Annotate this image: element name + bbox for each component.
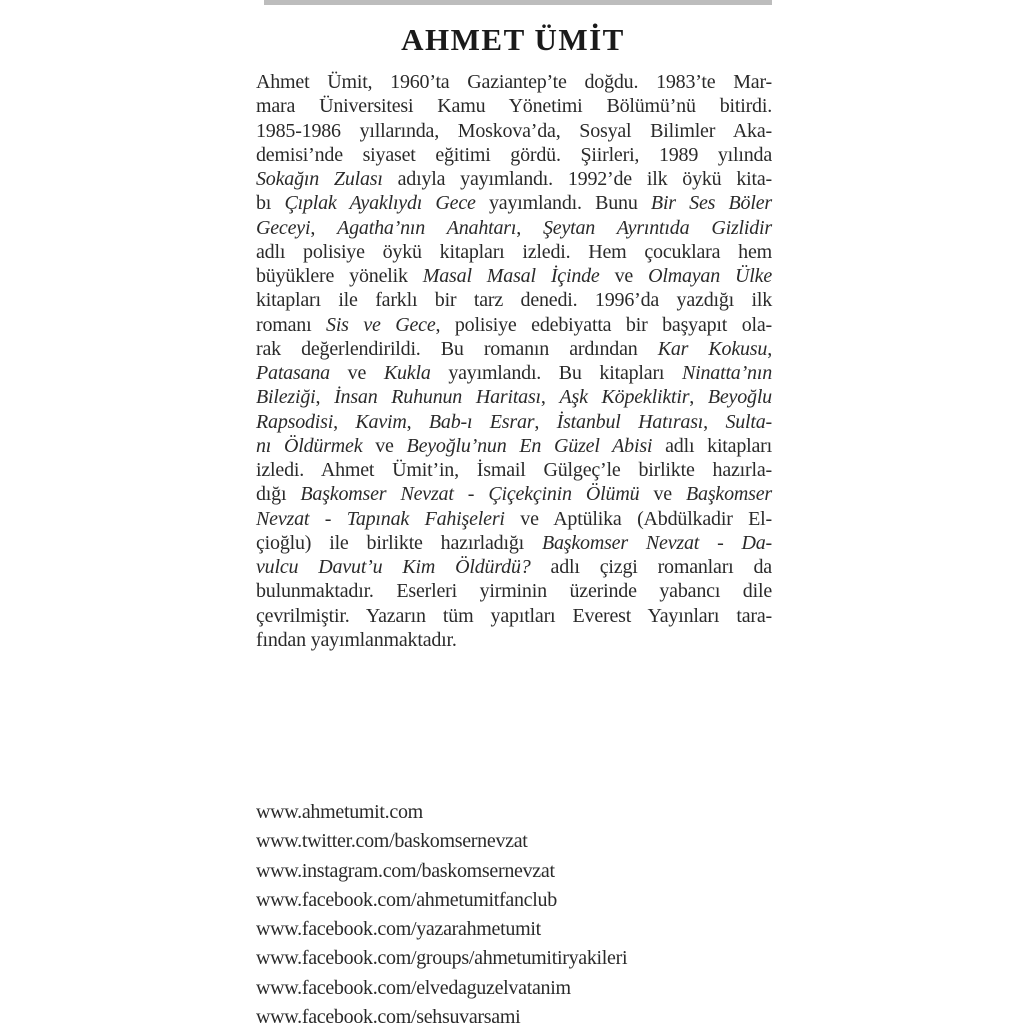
bio-line — [256, 385, 772, 409]
web-link[interactable]: www.facebook.com/elvedaguzelvatanim — [256, 976, 571, 999]
web-link[interactable]: www.twitter.com/baskomsernevzat — [256, 830, 528, 853]
book-title: Sulta- — [725, 410, 773, 433]
bio-text: bulunmaktadır. Eserleri yirminin üzerinde yabancı dile — [256, 580, 772, 603]
bio-line — [256, 337, 772, 361]
bio-text: , polisiye edebiyatta bir başyapıt ola- — [435, 313, 772, 336]
bio-text: adıyla yayımlandı. 1992’de ilk öykü kita- — [382, 168, 773, 190]
bio-text: , — [534, 410, 557, 433]
bio-text: adlı çizgi romanları da — [530, 556, 772, 578]
book-title: Kukla — [383, 362, 431, 384]
book-title: Kar Kokusu — [657, 337, 768, 360]
bio-line — [256, 167, 772, 191]
book-title: Masal Masal İçinde — [422, 265, 600, 287]
bio-text: , — [703, 410, 726, 433]
bio-text: , — [689, 386, 708, 409]
bio-text: , — [540, 386, 560, 409]
bio-text: kitapları ile farklı bir tarz denedi. 1996’da yazdığı ilk — [256, 289, 772, 312]
bio-line — [256, 434, 772, 458]
bio-line — [256, 70, 772, 94]
bio-text: rak değerlendirildi. Bu romanın ardından — [256, 337, 658, 360]
book-title: Patasana — [256, 362, 330, 384]
bio-text: romanı — [256, 313, 327, 336]
book-title: Sokağın Zulası — [256, 168, 383, 190]
bio-text: , — [406, 410, 429, 433]
bio-line — [256, 531, 772, 555]
author-heading: AHMET ÜMİT — [401, 22, 625, 57]
bio-text: , — [516, 216, 543, 239]
bio-line — [256, 143, 772, 167]
book-title: Başkomser Nevzat - Da- — [541, 531, 773, 554]
bio-line — [256, 288, 772, 312]
book-title: Bir Ses Böler — [650, 192, 772, 215]
book-title: Başkomser Nevzat - Çiçekçinin Ölümü — [300, 483, 640, 506]
bio-text: adlı kitapları — [652, 434, 772, 457]
bio-line — [256, 191, 772, 215]
bio-line — [256, 482, 772, 506]
bio-text: ve — [329, 362, 384, 384]
bio-text: , — [333, 410, 356, 433]
bio-line — [256, 458, 772, 482]
web-link[interactable]: www.instagram.com/baskomsernevzat — [256, 859, 555, 882]
bio-line — [256, 94, 772, 118]
book-title: Kavim — [355, 410, 407, 433]
book-title: Nevzat - Tapınak Fahişeleri — [256, 507, 505, 530]
bio-text: yayımlandı. Bu kitapları — [430, 362, 682, 384]
bio-text: ve — [639, 483, 687, 506]
bio-text: çevrilmiştir. Yazarın tüm yapıtları Everest Yayınları tara- — [256, 604, 772, 627]
bio-text: Ahmet Ümit, 1960’ta Gaziantep’te doğdu. 1983’te Mar- — [256, 71, 772, 93]
bio-line — [256, 507, 772, 531]
book-title: Agatha’nın Anahtarı — [337, 216, 517, 239]
book-title: İnsan Ruhunun Haritası — [334, 386, 541, 409]
book-title: Şeytan Ayrıntıda Gizlidir — [543, 216, 772, 239]
bio-text: adlı polisiye öykü kitapları izledi. Hem çocuklara hem — [256, 240, 772, 263]
bio-text: bı — [256, 192, 285, 215]
bio-line — [256, 216, 772, 240]
book-title: Aşk Köpekliktir — [559, 386, 690, 409]
web-link[interactable]: www.facebook.com/groups/ahmetumitiryakileri — [256, 947, 628, 970]
bio-text: , — [310, 216, 338, 239]
book-title: Rapsodisi — [256, 410, 334, 433]
book-title: Olmayan Ülke — [648, 265, 772, 287]
bio-text: büyüklere yönelik — [256, 265, 423, 287]
author-biography — [256, 70, 772, 652]
bio-line — [256, 361, 772, 385]
book-title: İstanbul Hatırası — [556, 410, 704, 433]
book-title: Çıplak Ayaklıydı Gece — [284, 192, 476, 215]
web-links-list — [256, 798, 772, 1024]
bio-text: yayımlandı. Bunu — [475, 192, 651, 215]
bio-line — [256, 604, 772, 628]
bio-line — [256, 410, 772, 434]
bio-text: , — [767, 337, 772, 360]
bio-text: izledi. Ahmet Ümit’in, İsmail Gülgeç’le birlikte hazırla- — [256, 459, 772, 481]
book-title: Bab-ı Esrar — [428, 410, 535, 433]
bio-line — [256, 555, 772, 579]
web-link[interactable]: www.ahmetumit.com — [256, 801, 423, 823]
bio-text: ve — [362, 434, 407, 457]
bio-text: ve — [599, 265, 649, 287]
book-title: Başkomser — [686, 483, 772, 506]
book-title: Sis ve Gece — [326, 313, 436, 336]
bio-text: çioğlu) ile birlikte hazırladığı — [256, 531, 542, 554]
book-title: nı Öldürmek — [256, 434, 363, 457]
web-link[interactable]: www.facebook.com/sehsuvarsami — [256, 1006, 521, 1024]
bio-line — [256, 240, 772, 264]
book-title: Beyoğlu — [707, 386, 772, 409]
book-title: Geceyi — [256, 216, 311, 239]
book-title: vulcu Davut’u Kim Öldürdü? — [256, 556, 531, 578]
web-link[interactable]: www.facebook.com/ahmetumitfanclub — [256, 888, 557, 911]
bio-text: , — [315, 386, 335, 409]
bio-line — [256, 119, 772, 143]
top-divider — [264, 0, 772, 5]
book-title: Beyoğlu’nun En Güzel Abisi — [406, 434, 653, 457]
bio-text: demisi’nde siyaset eğitimi gördü. Şiirleri, 1989 yılında — [256, 143, 772, 166]
web-link[interactable]: www.facebook.com/yazarahmetumit — [256, 918, 541, 941]
bio-line — [256, 628, 772, 652]
book-title: Bileziği — [256, 386, 316, 409]
bio-text: ve Aptülika (Abdülkadir El- — [504, 507, 772, 530]
bio-text: fından yayımlanmaktadır. — [256, 628, 457, 651]
bio-text: 1985-1986 yıllarında, Moskova’da, Sosyal Bilimler Aka- — [256, 119, 772, 142]
book-title: Ninatta’nın — [681, 362, 773, 384]
bio-text: mara Üniversitesi Kamu Yönetimi Bölümü’nü bitirdi. — [256, 95, 772, 118]
bio-line — [256, 313, 772, 337]
bio-line — [256, 579, 772, 603]
bio-text: dığı — [256, 483, 301, 506]
bio-line — [256, 264, 772, 288]
